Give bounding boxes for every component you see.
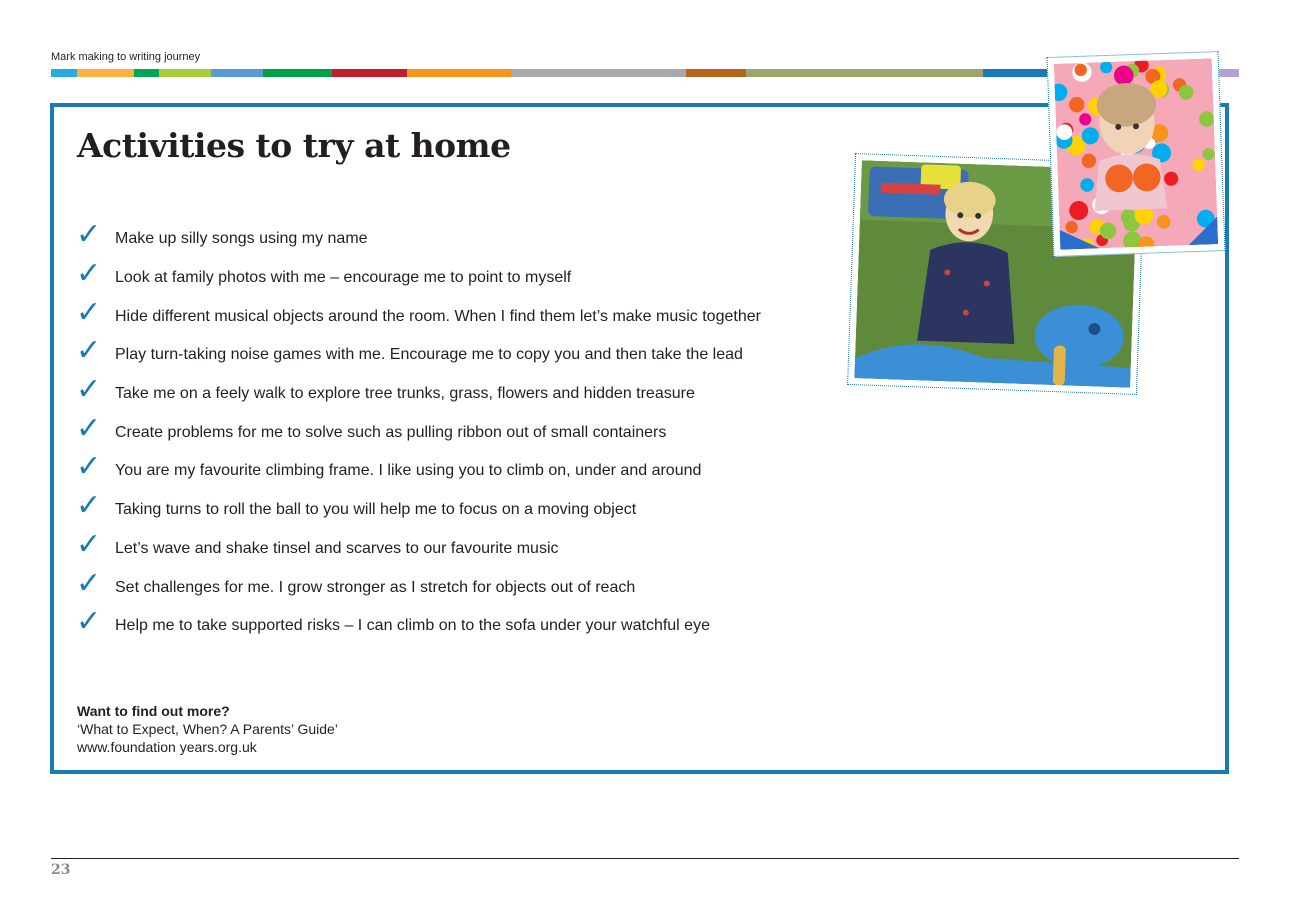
- activity-text: Taking turns to roll the ball to you will help me to focus on a moving object: [115, 501, 637, 519]
- checkmark-icon: ✓: [76, 565, 102, 601]
- checkmark-icon: ✓: [76, 488, 102, 524]
- stripe-segment: [51, 69, 77, 77]
- website-link[interactable]: www.foundation years.org.uk: [77, 739, 257, 755]
- checkmark-icon: ✓: [76, 372, 102, 408]
- stripe-segment: [263, 69, 332, 77]
- activity-text: Set challenges for me. I grow stronger as I stretch for objects out of reach: [115, 578, 636, 596]
- page-title: Activities to try at home: [77, 126, 511, 165]
- stripe-segment: [407, 69, 511, 77]
- activity-text: Play turn-taking noise games with me. Encourage me to copy you and then take the lead: [115, 346, 743, 364]
- activity-item: [76, 410, 761, 452]
- activity-item: [76, 449, 761, 491]
- activity-item: [76, 217, 761, 259]
- activity-text: Create problems for me to solve such as pulling ribbon out of small containers: [115, 423, 667, 441]
- activity-item: [76, 333, 761, 375]
- activity-text: Look at family photos with me – encourage me to point to myself: [115, 269, 572, 287]
- guide-title: ‘What to Expect, When? A Parents’ Guide’: [77, 721, 338, 737]
- stripe-segment: [511, 69, 686, 77]
- stripe-segment: [134, 69, 159, 77]
- activity-item: [76, 488, 761, 530]
- checkmark-icon: ✓: [76, 256, 102, 292]
- checkmark-icon: ✓: [76, 333, 102, 369]
- activity-item: [76, 565, 761, 607]
- activity-text: Hide different musical objects around the room. When I find them let’s make music together: [115, 307, 761, 325]
- activity-text: Let’s wave and shake tinsel and scarves to our favourite music: [115, 539, 559, 557]
- running-title: Mark making to writing journey: [51, 51, 201, 63]
- activity-item: [76, 294, 761, 336]
- activity-text: You are my favourite climbing frame. I like using you to climb on, under and around: [115, 462, 702, 480]
- child-in-ball-pool-image: [1054, 58, 1218, 249]
- footer-rule: [51, 858, 1239, 859]
- checkmark-icon: ✓: [76, 604, 102, 640]
- stripe-segment: [77, 69, 134, 77]
- activity-item: [76, 604, 761, 646]
- activity-text: Take me on a feely walk to explore tree trunks, grass, flowers and hidden treasure: [115, 385, 695, 403]
- checkmark-icon: ✓: [76, 410, 102, 446]
- activity-text: Make up silly songs using my name: [115, 230, 368, 248]
- find-out-more: [77, 702, 338, 756]
- find-out-more-heading: Want to find out more?: [77, 703, 230, 719]
- activities-list: [76, 217, 761, 646]
- stripe-segment: [159, 69, 211, 77]
- activity-item: [76, 526, 761, 569]
- activity-item: [76, 372, 761, 414]
- stripe-segment: [686, 69, 746, 77]
- photo-child-ball-pool: [1047, 51, 1226, 257]
- stripe-segment: [746, 69, 983, 77]
- checkmark-icon: ✓: [76, 449, 102, 485]
- activity-item: [76, 256, 761, 298]
- checkmark-icon: ✓: [76, 217, 102, 253]
- stripe-segment: [1219, 69, 1239, 77]
- checkmark-icon: ✓: [76, 294, 102, 330]
- activity-text: Help me to take supported risks – I can climb on to the sofa under your watchful eye: [115, 617, 710, 635]
- checkmark-icon: ✓: [76, 526, 102, 562]
- page-number: 23: [51, 862, 71, 878]
- stripe-segment: [211, 69, 263, 77]
- stripe-segment: [332, 69, 407, 77]
